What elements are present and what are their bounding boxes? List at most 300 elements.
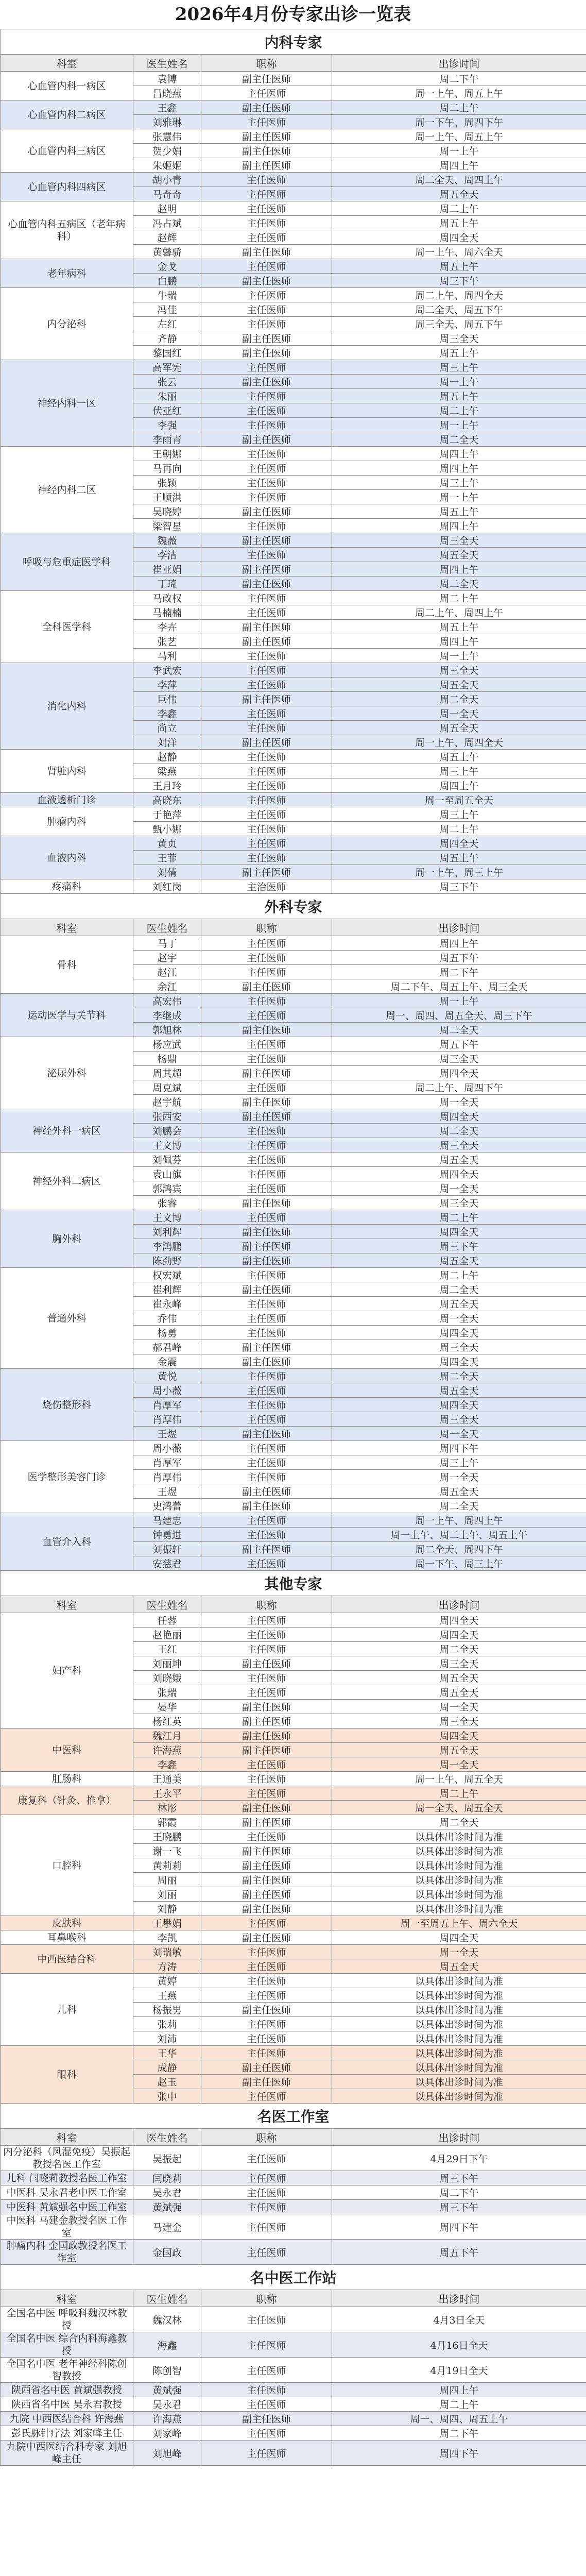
doctor-title: 主任医师 bbox=[201, 2185, 332, 2200]
doctor-name: 张艺 bbox=[133, 634, 201, 649]
clinic-time: 以具体出诊时间为准 bbox=[332, 2003, 586, 2017]
table-row bbox=[1, 288, 586, 302]
doctor-title: 主任医师 bbox=[201, 1311, 332, 1326]
doctor-name: 王月玲 bbox=[133, 778, 201, 793]
clinic-time: 周五上午 bbox=[332, 216, 586, 230]
doctor-name: 马楠楠 bbox=[133, 605, 201, 620]
doctor-name: 李雨青 bbox=[133, 432, 201, 447]
doctor-name: 张中 bbox=[133, 2089, 201, 2104]
doctor-name: 崔利辉 bbox=[133, 1282, 201, 1297]
column-header: 出诊时间 bbox=[332, 55, 586, 72]
doctor-name: 肖厚军 bbox=[133, 1398, 201, 1412]
clinic-time: 以具体出诊时间为准 bbox=[332, 1858, 586, 1873]
doctor-name: 李卉 bbox=[133, 620, 201, 634]
doctor-title: 主任医师 bbox=[201, 447, 332, 461]
department-cell: 九院 中西医结合科 许海燕 bbox=[1, 2412, 133, 2426]
clinic-time: 以具体出诊时间为准 bbox=[332, 2075, 586, 2089]
doctor-title: 主任医师 bbox=[201, 216, 332, 230]
doctor-title: 主任医师 bbox=[201, 1628, 332, 1642]
doctor-title: 主任医师 bbox=[201, 1210, 332, 1225]
department-cell: 儿科 闫晓莉教授名医工作室 bbox=[1, 2171, 133, 2185]
doctor-name: 郭旭林 bbox=[133, 1023, 201, 1037]
clinic-time: 周四全天 bbox=[332, 836, 586, 851]
doctor-name: 王永平 bbox=[133, 1786, 201, 1801]
doctor-name: 王红 bbox=[133, 1642, 201, 1656]
clinic-time: 周五全天 bbox=[332, 1253, 586, 1268]
doctor-title: 主任医师 bbox=[201, 649, 332, 663]
clinic-time: 周五全天 bbox=[332, 548, 586, 562]
doctor-name: 高军宪 bbox=[133, 360, 201, 375]
doctor-name: 金国政 bbox=[133, 2240, 201, 2265]
column-header: 医生姓名 bbox=[133, 2290, 201, 2307]
doctor-title: 副主任医师 bbox=[201, 1815, 332, 1829]
doctor-name: 王通美 bbox=[133, 1772, 201, 1786]
department-cell: 老年病科 bbox=[1, 259, 133, 288]
clinic-time: 以具体出诊时间为准 bbox=[332, 1887, 586, 1902]
doctor-title: 主任医师 bbox=[201, 1037, 332, 1052]
doctor-name: 梁智星 bbox=[133, 519, 201, 533]
clinic-time: 周一上午 bbox=[332, 375, 586, 389]
doctor-title: 副主任医师 bbox=[201, 1225, 332, 1239]
department-cell: 中医科 bbox=[1, 1728, 133, 1772]
clinic-time: 周二全天、周四下午 bbox=[332, 1542, 586, 1556]
doctor-name: 崔永峰 bbox=[133, 1297, 201, 1311]
doctor-name: 赵玉 bbox=[133, 2075, 201, 2089]
clinic-time: 周五全天 bbox=[332, 1153, 586, 1167]
table-row bbox=[1, 1772, 586, 1786]
column-header: 科室 bbox=[1, 1596, 133, 1613]
department-cell: 血液内科 bbox=[1, 836, 133, 879]
doctor-title: 副主任医师 bbox=[201, 2412, 332, 2426]
doctor-name: 李鑫 bbox=[133, 1757, 201, 1772]
doctor-name: 晏华 bbox=[133, 1700, 201, 1714]
doctor-title: 副主任医师 bbox=[201, 129, 332, 144]
doctor-title: 主任医师 bbox=[201, 1369, 332, 1383]
doctor-title: 主任医师 bbox=[201, 721, 332, 735]
doctor-name: 林彤 bbox=[133, 1801, 201, 1815]
doctor-title: 主任医师 bbox=[201, 677, 332, 692]
doctor-title: 副主任医师 bbox=[201, 1066, 332, 1080]
clinic-time: 周五上午 bbox=[332, 346, 586, 360]
column-header: 出诊时间 bbox=[332, 2129, 586, 2146]
clinic-time: 周五全天 bbox=[332, 721, 586, 735]
clinic-time: 以具体出诊时间为准 bbox=[332, 1844, 586, 1858]
doctor-name: 王煜 bbox=[133, 1484, 201, 1499]
doctor-title: 副主任医师 bbox=[201, 1887, 332, 1902]
table-row bbox=[1, 1513, 586, 1528]
doctor-title: 主任医师 bbox=[201, 1945, 332, 1959]
clinic-time: 以具体出诊时间为准 bbox=[332, 2060, 586, 2075]
department-cell: 中医科 黄斌强名中医工作室 bbox=[1, 2200, 133, 2214]
doctor-name: 钟勇进 bbox=[133, 1528, 201, 1542]
doctor-title: 主任医师 bbox=[201, 1642, 332, 1656]
department-cell: 泌尿外科 bbox=[1, 1037, 133, 1109]
doctor-name: 周小薇 bbox=[133, 1383, 201, 1398]
clinic-time: 周一上午、周四上午 bbox=[332, 1513, 586, 1528]
department-cell: 医学整形美容门诊 bbox=[1, 1441, 133, 1513]
clinic-time: 周五全天 bbox=[332, 677, 586, 692]
doctor-name: 于艳萍 bbox=[133, 807, 201, 822]
clinic-time: 周四上午 bbox=[332, 562, 586, 577]
doctor-name: 吴晓婷 bbox=[133, 504, 201, 519]
clinic-time: 周一、周四、周五全天、周三下午 bbox=[332, 1008, 586, 1023]
doctor-title: 主任医师 bbox=[201, 1008, 332, 1023]
doctor-name: 张西安 bbox=[133, 1109, 201, 1124]
clinic-time: 周三全天 bbox=[332, 663, 586, 677]
doctor-name: 肖厚伟 bbox=[133, 1470, 201, 1484]
page-title: 2026年4月份专家出诊一览表 bbox=[175, 4, 411, 25]
clinic-time: 周三下午 bbox=[332, 2200, 586, 2214]
clinic-time: 以具体出诊时间为准 bbox=[332, 1974, 586, 1988]
table-row bbox=[1, 1916, 586, 1930]
department-cell: 心血管内科四病区 bbox=[1, 173, 133, 201]
doctor-name: 杨振男 bbox=[133, 2003, 201, 2017]
department-cell: 陕西省名中医 吴永君教授 bbox=[1, 2397, 133, 2412]
table-row bbox=[1, 1037, 586, 1052]
table-row bbox=[1, 533, 586, 548]
department-cell: 内分泌科（风湿免疫）吴振起教授名医工作室 bbox=[1, 2146, 133, 2171]
department-cell: 全国名中医 综合内科海鑫教授 bbox=[1, 2332, 133, 2358]
doctor-title: 副主任医师 bbox=[201, 562, 332, 577]
doctor-title: 主任医师 bbox=[201, 2307, 332, 2332]
doctor-name: 杨应武 bbox=[133, 1037, 201, 1052]
table-row bbox=[1, 1974, 586, 1988]
doctor-name: 刘丽 bbox=[133, 1887, 201, 1902]
doctor-title: 主任医师 bbox=[201, 1513, 332, 1528]
table-row bbox=[1, 663, 586, 677]
doctor-title: 主任医师 bbox=[201, 1757, 332, 1772]
clinic-time: 周二全天 bbox=[332, 432, 586, 447]
doctor-name: 马丁 bbox=[133, 936, 201, 951]
table-row bbox=[1, 1153, 586, 1167]
doctor-title: 副主任医师 bbox=[201, 100, 332, 115]
doctor-name: 伏亚红 bbox=[133, 403, 201, 418]
clinic-time: 周三上午 bbox=[332, 764, 586, 778]
doctor-name: 王文博 bbox=[133, 1138, 201, 1153]
doctor-title: 主任医师 bbox=[201, 2240, 332, 2265]
doctor-name: 李鑫 bbox=[133, 706, 201, 721]
doctor-title: 主任医师 bbox=[201, 187, 332, 201]
doctor-title: 主任医师 bbox=[201, 1181, 332, 1196]
doctor-title: 主任医师 bbox=[201, 173, 332, 187]
department-cell: 口腔科 bbox=[1, 1815, 133, 1916]
doctor-title: 副主任医师 bbox=[201, 1728, 332, 1743]
clinic-time: 周一全天 bbox=[332, 1427, 586, 1441]
doctor-title: 主任医师 bbox=[201, 389, 332, 403]
doctor-title: 主任医师 bbox=[201, 490, 332, 504]
doctor-name: 郭鸿宾 bbox=[133, 1181, 201, 1196]
department-cell: 血管介入科 bbox=[1, 1513, 133, 1571]
clinic-time: 周一全天 bbox=[332, 1311, 586, 1326]
clinic-time: 周二下午 bbox=[332, 2185, 586, 2200]
doctor-name: 余江 bbox=[133, 979, 201, 994]
doctor-name: 周其超 bbox=[133, 1066, 201, 1080]
clinic-time: 周四上午 bbox=[332, 778, 586, 793]
department-cell: 眼科 bbox=[1, 2046, 133, 2104]
clinic-time: 以具体出诊时间为准 bbox=[332, 2031, 586, 2046]
table-row bbox=[1, 259, 586, 274]
column-header: 医生姓名 bbox=[133, 55, 201, 72]
table-row bbox=[1, 2358, 586, 2383]
clinic-time: 周四全天 bbox=[332, 1613, 586, 1628]
doctor-name: 张睿 bbox=[133, 1196, 201, 1210]
clinic-time: 周三下午 bbox=[332, 2171, 586, 2185]
doctor-name: 黄莉莉 bbox=[133, 1858, 201, 1873]
doctor-name: 高宏伟 bbox=[133, 994, 201, 1008]
clinic-time: 周二全天、周四上午 bbox=[332, 173, 586, 187]
department-cell: 中医科 马建金教授名医工作室 bbox=[1, 2214, 133, 2240]
doctor-name: 朱丽 bbox=[133, 389, 201, 403]
doctor-title: 主任医师 bbox=[201, 1916, 332, 1930]
doctor-name: 刘家峰 bbox=[133, 2426, 201, 2441]
doctor-name: 贺少娟 bbox=[133, 144, 201, 158]
doctor-name: 李武宏 bbox=[133, 663, 201, 677]
department-cell: 中医科 吴永君老中医工作室 bbox=[1, 2185, 133, 2200]
doctor-title: 主任医师 bbox=[201, 1988, 332, 2003]
clinic-time: 周二全天 bbox=[332, 1369, 586, 1383]
doctor-name: 左红 bbox=[133, 317, 201, 331]
doctor-title: 主任医师 bbox=[201, 2046, 332, 2060]
table-row bbox=[1, 2307, 586, 2332]
doctor-title: 主任医师 bbox=[201, 706, 332, 721]
doctor-title: 主任医师 bbox=[201, 302, 332, 317]
clinic-time: 周五下午 bbox=[332, 951, 586, 965]
doctor-title: 主任医师 bbox=[201, 1829, 332, 1844]
department-cell: 肾脏内科 bbox=[1, 750, 133, 793]
column-header: 科室 bbox=[1, 55, 133, 72]
clinic-time: 周一上午、周五上午 bbox=[332, 86, 586, 100]
column-header: 科室 bbox=[1, 2129, 133, 2146]
doctor-name: 袁山旗 bbox=[133, 1167, 201, 1181]
clinic-time: 周一上午、周三上午 bbox=[332, 865, 586, 879]
clinic-time: 周四上午 bbox=[332, 461, 586, 476]
doctor-name: 胡小青 bbox=[133, 173, 201, 187]
section-title: 其他专家 bbox=[1, 1571, 586, 1596]
table-row bbox=[1, 201, 586, 216]
doctor-title: 主任医师 bbox=[201, 1153, 332, 1167]
doctor-name: 王文博 bbox=[133, 1210, 201, 1225]
table-row bbox=[1, 750, 586, 764]
doctor-title: 副主任医师 bbox=[201, 620, 332, 634]
doctor-title: 副主任医师 bbox=[201, 1499, 332, 1513]
doctor-title: 主任医师 bbox=[201, 461, 332, 476]
table-row bbox=[1, 2200, 586, 2214]
clinic-time: 周四上午 bbox=[332, 158, 586, 173]
clinic-time: 周二下午、周五上午、周三全天 bbox=[332, 979, 586, 994]
doctor-title: 主任医师 bbox=[201, 1613, 332, 1628]
doctor-name: 王顺洪 bbox=[133, 490, 201, 504]
doctor-title: 主任医师 bbox=[201, 750, 332, 764]
department-cell: 全国名中医 呼吸科魏汉林教授 bbox=[1, 2307, 133, 2332]
doctor-name: 刘旭峰 bbox=[133, 2441, 201, 2466]
doctor-name: 王晓鹏 bbox=[133, 1829, 201, 1844]
clinic-time: 4月16日全天 bbox=[332, 2332, 586, 2358]
doctor-title: 副主任医师 bbox=[201, 865, 332, 879]
clinic-time: 周三全天 bbox=[332, 1714, 586, 1728]
table-row bbox=[1, 2185, 586, 2200]
doctor-name: 刘鹏会 bbox=[133, 1124, 201, 1138]
doctor-title: 主任医师 bbox=[201, 86, 332, 100]
clinic-time: 4月3日全天 bbox=[332, 2307, 586, 2332]
clinic-time: 周四全天 bbox=[332, 1398, 586, 1412]
department-cell: 肿瘤内科 金国政教授名医工作室 bbox=[1, 2240, 133, 2265]
section-title: 名中医工作站 bbox=[1, 2265, 586, 2290]
clinic-time: 以具体出诊时间为准 bbox=[332, 1902, 586, 1916]
doctor-name: 张云 bbox=[133, 375, 201, 389]
doctor-title: 主任医师 bbox=[201, 1412, 332, 1427]
doctor-title: 副主任医师 bbox=[201, 346, 332, 360]
clinic-time: 周二上午 bbox=[332, 1786, 586, 1801]
department-cell: 神经内科二区 bbox=[1, 447, 133, 533]
doctor-name: 刘沛 bbox=[133, 2031, 201, 2046]
doctor-name: 李萍 bbox=[133, 677, 201, 692]
section-title: 内科专家 bbox=[1, 29, 586, 55]
schedule-table bbox=[0, 29, 586, 2466]
doctor-name: 黄悦 bbox=[133, 1369, 201, 1383]
doctor-name: 李鸿鹏 bbox=[133, 1239, 201, 1253]
doctor-title: 主任医师 bbox=[201, 2332, 332, 2358]
clinic-time: 周四全天 bbox=[332, 1066, 586, 1080]
doctor-title: 副主任医师 bbox=[201, 533, 332, 548]
clinic-time: 周四全天 bbox=[332, 1326, 586, 1340]
doctor-title: 副主任医师 bbox=[201, 979, 332, 994]
doctor-title: 主任医师 bbox=[201, 2441, 332, 2466]
table-row bbox=[1, 1109, 586, 1124]
doctor-name: 马政权 bbox=[133, 591, 201, 605]
doctor-title: 主任医师 bbox=[201, 2017, 332, 2031]
doctor-title: 副主任医师 bbox=[201, 1801, 332, 1815]
department-cell: 中西医结合科 bbox=[1, 1945, 133, 1974]
doctor-title: 副主任医师 bbox=[201, 432, 332, 447]
doctor-name: 赵宇 bbox=[133, 951, 201, 965]
doctor-title: 副主任医师 bbox=[201, 1109, 332, 1124]
clinic-time: 周四上午 bbox=[332, 447, 586, 461]
table-row bbox=[1, 1613, 586, 1628]
department-cell: 陕西省名中医 黄斌强教授 bbox=[1, 2383, 133, 2397]
doctor-name: 金戈 bbox=[133, 259, 201, 274]
doctor-name: 金震 bbox=[133, 1354, 201, 1369]
clinic-time: 周一上午 bbox=[332, 649, 586, 663]
table-row bbox=[1, 360, 586, 375]
clinic-time: 周三全天 bbox=[332, 533, 586, 548]
clinic-time: 周五上午 bbox=[332, 259, 586, 274]
clinic-time: 周二上午 bbox=[332, 1210, 586, 1225]
clinic-time: 周一全天、周五全天 bbox=[332, 1801, 586, 1815]
clinic-time: 周二下午 bbox=[332, 2426, 586, 2441]
clinic-time: 周三下午 bbox=[332, 879, 586, 894]
doctor-name: 牛瑞 bbox=[133, 288, 201, 302]
doctor-title: 主任医师 bbox=[201, 2426, 332, 2441]
clinic-time: 周四全天 bbox=[332, 1167, 586, 1181]
doctor-title: 主任医师 bbox=[201, 317, 332, 331]
clinic-time: 周四全天 bbox=[332, 1225, 586, 1239]
doctor-name: 赵江 bbox=[133, 965, 201, 979]
column-header: 科室 bbox=[1, 919, 133, 936]
doctor-name: 马再向 bbox=[133, 461, 201, 476]
clinic-time: 周四全天 bbox=[332, 1728, 586, 1743]
doctor-name: 王朝娜 bbox=[133, 447, 201, 461]
doctor-name: 海鑫 bbox=[133, 2332, 201, 2358]
doctor-title: 主任医师 bbox=[201, 994, 332, 1008]
doctor-title: 主任医师 bbox=[201, 519, 332, 533]
clinic-time: 周四下午 bbox=[332, 1441, 586, 1455]
doctor-title: 主任医师 bbox=[201, 1671, 332, 1685]
clinic-time: 周五上午 bbox=[332, 389, 586, 403]
doctor-title: 主任医师 bbox=[201, 288, 332, 302]
clinic-time: 周五上午 bbox=[332, 620, 586, 634]
clinic-time: 周三下午 bbox=[332, 1239, 586, 1253]
department-cell: 心血管内科二病区 bbox=[1, 100, 133, 129]
doctor-title: 主任医师 bbox=[201, 1974, 332, 1988]
clinic-time: 周一全天 bbox=[332, 1181, 586, 1196]
doctor-title: 主任医师 bbox=[201, 2171, 332, 2185]
clinic-time: 周四全天 bbox=[332, 1628, 586, 1642]
clinic-time: 周二全天 bbox=[332, 577, 586, 591]
doctor-title: 主任医师 bbox=[201, 936, 332, 951]
department-cell: 消化内科 bbox=[1, 663, 133, 750]
department-cell: 呼吸与危重症医学科 bbox=[1, 533, 133, 591]
doctor-name: 魏汉林 bbox=[133, 2307, 201, 2332]
doctor-name: 李凯 bbox=[133, 1930, 201, 1945]
clinic-time: 周二上午 bbox=[332, 100, 586, 115]
doctor-title: 主任医师 bbox=[201, 1786, 332, 1801]
doctor-name: 杨鼎 bbox=[133, 1052, 201, 1066]
doctor-title: 主任医师 bbox=[201, 851, 332, 865]
clinic-time: 周一上午、周四全天 bbox=[332, 735, 586, 750]
doctor-name: 权宏斌 bbox=[133, 1268, 201, 1282]
table-row bbox=[1, 1441, 586, 1455]
clinic-time: 周二全天 bbox=[332, 1815, 586, 1829]
doctor-name: 马利 bbox=[133, 649, 201, 663]
department-cell: 肛肠科 bbox=[1, 1772, 133, 1786]
doctor-title: 主任医师 bbox=[201, 115, 332, 129]
table-row bbox=[1, 1786, 586, 1801]
clinic-time: 周三上午 bbox=[332, 807, 586, 822]
doctor-title: 主任医师 bbox=[201, 663, 332, 677]
clinic-time: 周一上午、周五上午 bbox=[332, 129, 586, 144]
doctor-title: 副主任医师 bbox=[201, 1095, 332, 1109]
doctor-name: 陈劲野 bbox=[133, 1253, 201, 1268]
clinic-time: 周三下午 bbox=[332, 274, 586, 288]
clinic-time: 周四全天 bbox=[332, 230, 586, 245]
doctor-title: 主任医师 bbox=[201, 259, 332, 274]
clinic-time: 周一下午、周四下午 bbox=[332, 115, 586, 129]
doctor-name: 周丽 bbox=[133, 1873, 201, 1887]
doctor-title: 主任医师 bbox=[201, 1528, 332, 1542]
clinic-time: 周五全天 bbox=[332, 1743, 586, 1757]
table-row bbox=[1, 2441, 586, 2466]
department-cell: 神经内科一区 bbox=[1, 360, 133, 447]
clinic-time: 4月29日下午 bbox=[332, 2146, 586, 2171]
doctor-title: 副主任医师 bbox=[201, 1743, 332, 1757]
doctor-title: 副主任医师 bbox=[201, 1542, 332, 1556]
table-row bbox=[1, 1728, 586, 1743]
doctor-name: 丁琦 bbox=[133, 577, 201, 591]
column-header: 职称 bbox=[201, 2129, 332, 2146]
doctor-title: 副主任医师 bbox=[201, 1282, 332, 1297]
doctor-name: 谢一飞 bbox=[133, 1844, 201, 1858]
clinic-time: 周二下午 bbox=[332, 965, 586, 979]
doctor-title: 主任医师 bbox=[201, 548, 332, 562]
table-row bbox=[1, 2332, 586, 2358]
column-header: 医生姓名 bbox=[133, 2129, 201, 2146]
clinic-time: 周一、周四、周五上午 bbox=[332, 2412, 586, 2426]
department-cell: 全科医学科 bbox=[1, 591, 133, 663]
clinic-time: 周三全天、周五下午 bbox=[332, 317, 586, 331]
clinic-time: 周五全天 bbox=[332, 1297, 586, 1311]
doctor-title: 主任医师 bbox=[201, 1138, 332, 1153]
doctor-title: 主任医师 bbox=[201, 793, 332, 807]
